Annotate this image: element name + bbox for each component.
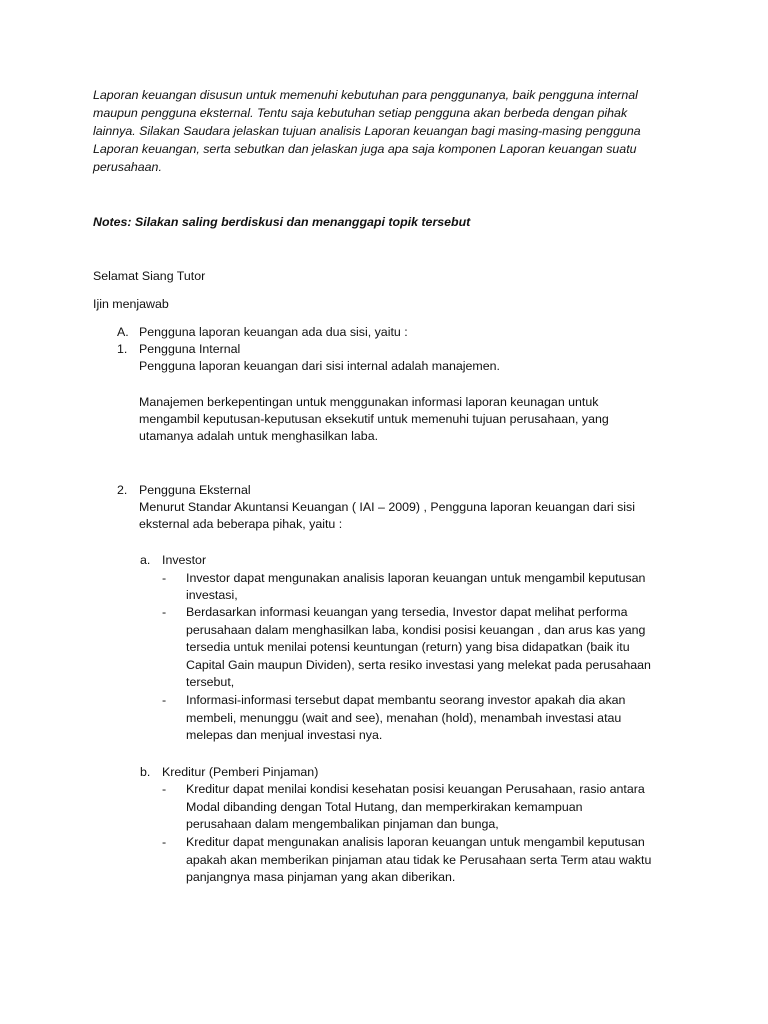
- bullet-line: perusahaan dalam mengembalikan pinjaman dan bunga,: [186, 817, 499, 831]
- item-title: Pengguna Eksternal: [139, 483, 251, 497]
- bullet-line: panjangnya masa pinjaman yang akan diberikan.: [186, 870, 456, 884]
- list-marker: A.: [117, 325, 129, 339]
- notes-line: Notes: Silakan saling berdiskusi dan menanggapi topik tersebut: [93, 215, 471, 229]
- prompt-line: maupun pengguna eksternal. Tentu saja kebutuhan setiap pengguna akan berbeda dengan pihak: [93, 106, 628, 120]
- bullet-line: melepas dan menjual investasi nya.: [186, 728, 383, 742]
- paragraph-line: utamanya adalah untuk menghasilkan laba.: [139, 429, 379, 443]
- bullet-line: investasi,: [186, 588, 238, 602]
- paragraph-line: Menurut Standar Akuntansi Keuangan ( IAI – 2009) , Pengguna laporan keuangan dari sisi: [139, 500, 635, 514]
- list-marker: 1.: [117, 342, 128, 356]
- bullet-dash: -: [162, 693, 167, 707]
- prompt-line: lainnya. Silakan Saudara jelaskan tujuan analisis Laporan keuangan bagi masing-masing pengguna: [93, 124, 641, 138]
- bullet-line: Berdasarkan informasi keuangan yang tersedia, Investor dapat melihat performa: [186, 605, 628, 619]
- subsection-title: Kreditur (Pemberi Pinjaman): [162, 765, 319, 779]
- list-marker: a.: [140, 553, 151, 567]
- item-title: Pengguna Internal: [139, 342, 241, 356]
- bullet-dash: -: [162, 782, 167, 796]
- paragraph-line: Pengguna laporan keuangan dari sisi internal adalah manajemen.: [139, 359, 500, 373]
- bullet-dash: -: [162, 571, 167, 585]
- bullet-line: tersedia untuk menilai potensi keuntungan (return) yang bisa didapatkan (baik itu: [186, 640, 630, 654]
- bullet-line: Informasi-informasi tersebut dapat membantu seorang investor apakah dia akan: [186, 693, 626, 707]
- bullet-line: perusahaan dalam menghasilkan laba, kondisi posisi keuangan , dan arus kas yang: [186, 623, 646, 637]
- subsection-title: Investor: [162, 553, 207, 567]
- bullet-line: Investor dapat mengunakan analisis laporan keuangan untuk mengambil keputusan: [186, 571, 646, 585]
- bullet-line: Modal dibanding dengan Total Hutang, dan memperkirakan kemampuan: [186, 800, 583, 814]
- bullet-line: membeli, menunggu (wait and see), menahan (hold), menambah investasi atau: [186, 711, 622, 725]
- bullet-dash: -: [162, 605, 167, 619]
- paragraph-line: mengambil keputusan-keputusan eksekutif untuk memenuhi tujuan perusahaan, yang: [139, 412, 609, 426]
- paragraph-line: eksternal ada beberapa pihak, yaitu :: [139, 517, 343, 531]
- bullet-line: Capital Gain maupun Dividen), serta resiko investasi yang melekat pada perusahaan: [186, 658, 651, 672]
- bullet-dash: -: [162, 835, 167, 849]
- list-marker: 2.: [117, 483, 128, 497]
- prompt-line: Laporan keuangan disusun untuk memenuhi kebutuhan para penggunanya, baik pengguna internal: [93, 88, 638, 102]
- greeting: Selamat Siang Tutor: [93, 269, 206, 283]
- intro-line: Ijin menjawab: [93, 297, 169, 311]
- prompt-line: Laporan keuangan, serta sebutkan dan jelaskan juga apa saja komponen Laporan keuangan suatu: [93, 142, 637, 156]
- bullet-line: apakah akan memberikan pinjaman atau tidak ke Perusahaan serta Term atau waktu: [186, 853, 652, 867]
- bullet-line: Kreditur dapat mengunakan analisis laporan keuangan untuk mengambil keputusan: [186, 835, 645, 849]
- prompt-line: perusahaan.: [93, 160, 162, 174]
- bullet-line: tersebut,: [186, 675, 235, 689]
- list-marker: b.: [140, 765, 151, 779]
- bullet-line: Kreditur dapat menilai kondisi kesehatan posisi keuangan Perusahaan, rasio antara: [186, 782, 645, 796]
- paragraph-line: Manajemen berkepentingan untuk menggunakan informasi laporan keunagan untuk: [139, 395, 599, 409]
- section-heading: Pengguna laporan keuangan ada dua sisi, yaitu :: [139, 325, 408, 339]
